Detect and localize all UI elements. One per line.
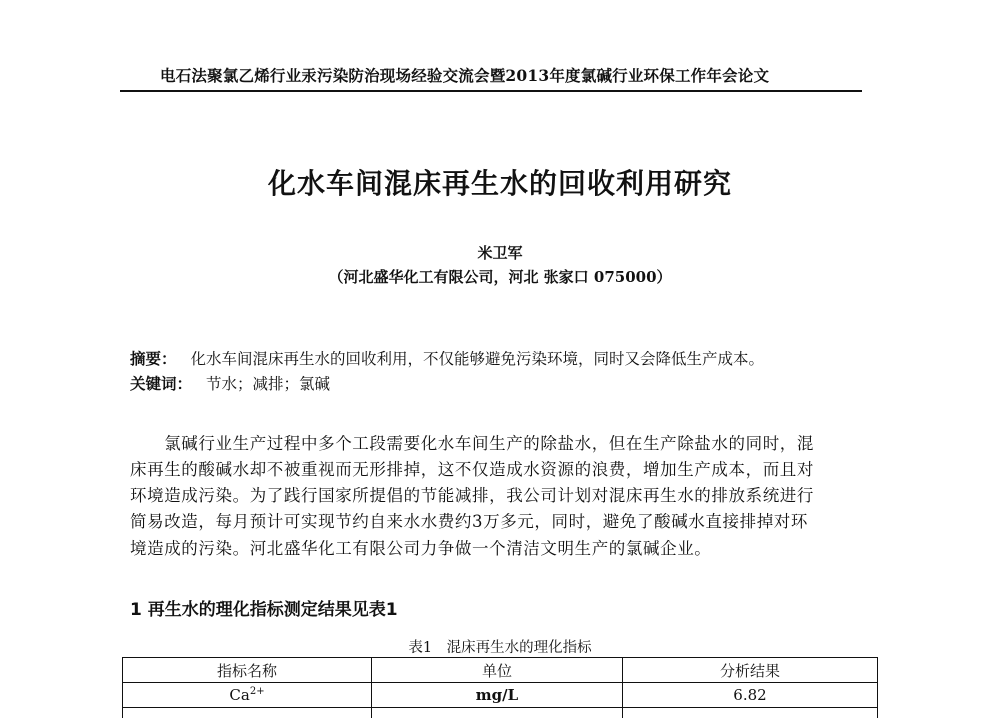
ion-charge: 2+ xyxy=(249,686,265,697)
cell-value: 6.82 xyxy=(623,683,878,708)
running-header: 电石法聚氯乙烯行业汞污染防治现场经验交流会暨2013年度氯碱行业环保工作年会论文 xyxy=(160,66,770,85)
abstract xyxy=(130,347,764,369)
body-line: 床再生的酸碱水却不被重视而无形排掉，这不仅造成水资源的浪费，增加生产成本，而且对 xyxy=(130,460,814,479)
keywords xyxy=(130,372,330,394)
body-line: 境造成的污染。河北盛华化工有限公司力争做一个清洁文明生产的氯碱企业。 xyxy=(130,539,712,558)
header-cell: 指标名称 xyxy=(123,658,372,683)
ion-name: Ca xyxy=(229,686,250,704)
table-row xyxy=(123,683,878,708)
body-line: 简易改造，每月预计可实现节约自来水水费约3万多元，同时，避免了酸碱水直接排掉对环 xyxy=(130,512,808,531)
paper-title: 化水车间混床再生水的回收利用研究 xyxy=(267,167,732,200)
cell-unit: mg/L xyxy=(372,683,623,708)
header-rule xyxy=(120,90,862,92)
table-row-partial xyxy=(123,708,878,718)
cell-empty xyxy=(372,708,623,718)
cell-empty xyxy=(123,708,372,718)
section-heading: 1 再生水的理化指标测定结果见表1 xyxy=(130,600,398,620)
affiliation: （河北盛华化工有限公司，河北 张家口 075000） xyxy=(328,268,672,286)
abstract-text: 化水车间混床再生水的回收利用，不仅能够避免污染环境，同时又会降低生产成本。 xyxy=(190,350,765,368)
keywords-label: 关键词： xyxy=(130,374,193,393)
table-caption: 表1 混床再生水的理化指标 xyxy=(408,640,592,656)
header-cell: 分析结果 xyxy=(623,658,878,683)
cell-empty xyxy=(623,708,878,718)
data-table xyxy=(122,657,878,718)
body-line: 环境造成污染。为了践行国家所提倡的节能减排，我公司计划对混床再生水的排放系统进行 xyxy=(130,486,814,505)
table-header-row xyxy=(123,658,878,683)
keywords-text: 节水；减排；氯碱 xyxy=(206,375,331,393)
cell-name xyxy=(123,683,372,708)
author: 米卫军 xyxy=(477,244,523,262)
body-line: 氯碱行业生产过程中多个工段需要化水车间生产的除盐水，但在生产除盐水的同时，混 xyxy=(130,434,814,453)
header-cell: 单位 xyxy=(372,658,623,683)
abstract-label: 摘要： xyxy=(130,349,177,368)
